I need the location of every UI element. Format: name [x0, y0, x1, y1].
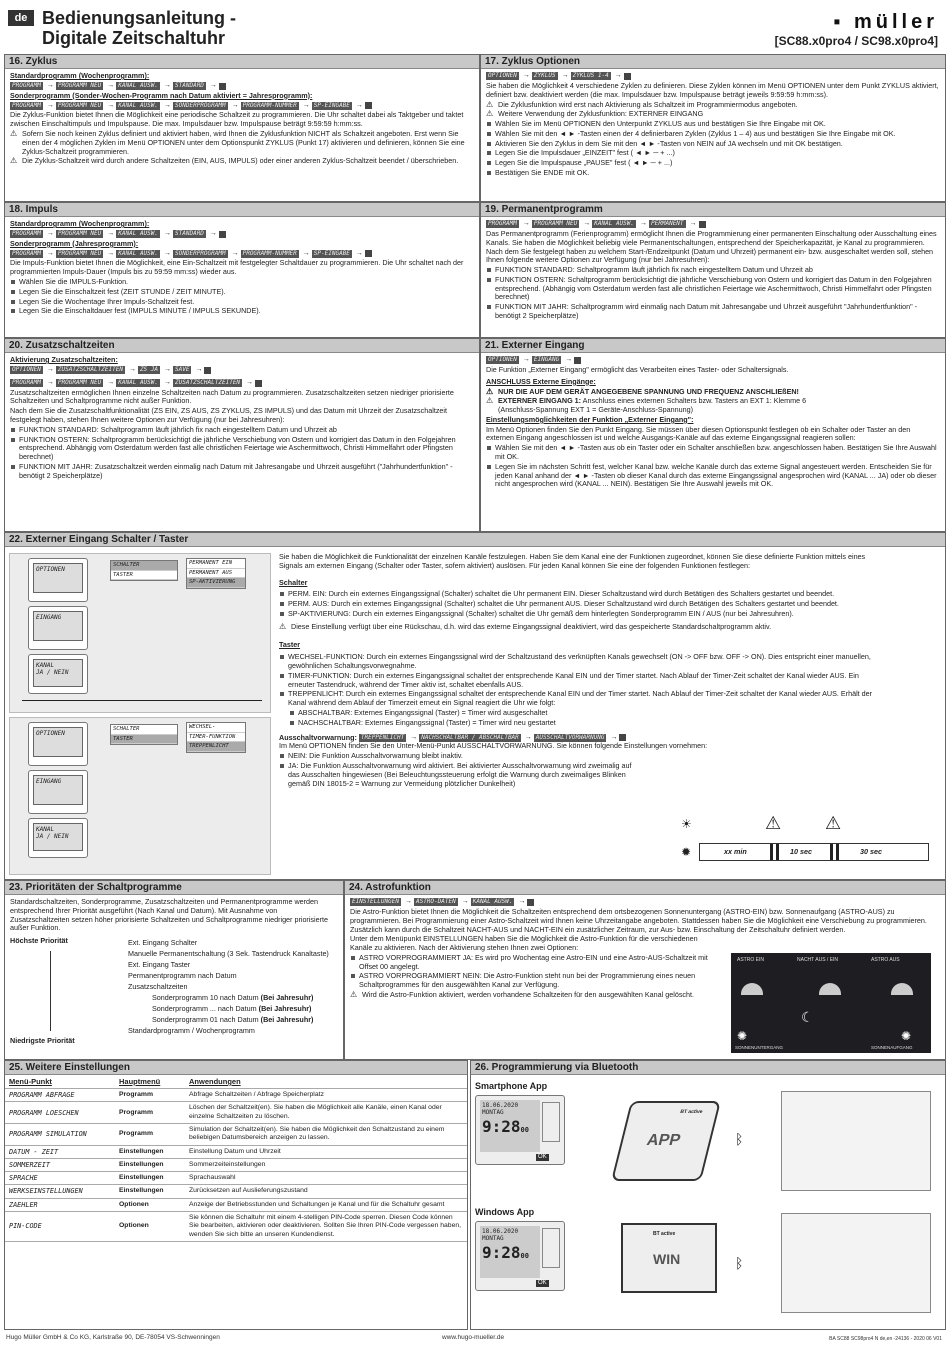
list-item: Wählen Sie mit den ◄ ► -Tasten aus ob ein Taster oder ein Schalter anschließen bzw. angeschlossen haben. Bestätigen Sie Ihre Auswahl mit OK. — [486, 444, 940, 462]
arrow-right-icon: → — [107, 229, 115, 237]
table-row: ZAEHLER Optionen Anzeige der Betriebsstunden und Schaltungen je Kanal und für die Schaltuhr gesamt — [5, 1198, 467, 1211]
arrow-right-icon: → — [302, 249, 310, 257]
menu-step: PROGRAMM-NUMMER — [242, 101, 297, 109]
arrow-right-icon: → — [107, 81, 115, 89]
arrow-right-icon: → — [246, 378, 254, 386]
arrow-right-icon: → — [355, 249, 363, 257]
list-item: Legen Sie die Impulsdauer „EINZEIT" fest ( ◄ ► ─ + ...) — [486, 149, 940, 158]
device-display: EINGANG — [28, 770, 88, 814]
arrow-right-icon: → — [565, 356, 573, 363]
menu-step: ZS JA — [139, 366, 158, 374]
arrow-right-icon: → — [640, 220, 648, 227]
warning: ⚠ Weitere Verwendung der Zyklusfunktion: EXTERNER EINGANG — [486, 110, 940, 119]
footer-docref: BA SC88 SC98pro4 N de,en -24136 - 2020 06 V01 — [829, 1335, 942, 1342]
arrow-right-icon: → — [518, 898, 526, 905]
seq — [10, 102, 474, 111]
menu-step: PROGRAMM — [12, 230, 41, 238]
menu-step: KANAL AUSW. — [472, 898, 513, 906]
arrow-right-icon: → — [128, 365, 136, 373]
section-title: 20. Zusatzschaltzeiten — [5, 339, 479, 353]
bluetooth-icon: ᛒ — [735, 1131, 744, 1147]
list-item: Legen Sie im nächsten Schritt fest, welcher Kanal bzw. welche Kanäle durch das externe Signal angesteuert werden. Entscheiden Sie für jeden Kanal anhand der ◄ ► -Tasten ob dieser Kanal durch das externe Eingangssignal angesprochen wird (KANAL ... JA) oder ob dieser nicht angesprochen wird (KANAL ... NEIN). Bestätigen Sie Ihre Auswahl jeweils mit OK. — [486, 463, 940, 489]
arrow-right-icon: → — [164, 365, 171, 373]
device-display: KANAL JA / NEIN — [28, 818, 88, 858]
menu-step: OPTIONEN — [488, 72, 517, 80]
table-row: WERKSEINSTELLUNGEN Einstellungen Zurücksetzen auf Auslieferungszustand — [5, 1185, 467, 1198]
menu-step: PROGRAMM NEU — [57, 101, 102, 109]
arrow-right-icon: → — [164, 81, 172, 89]
menu-step: PERMANENT — [651, 220, 684, 228]
priority-low: Niedrigste Priorität — [10, 1036, 75, 1046]
bullet-list — [486, 266, 940, 321]
ok-key-icon — [619, 734, 626, 741]
menu-step: PROGRAMM — [488, 220, 517, 228]
section-23 — [4, 880, 344, 1060]
menu-step: ASTRO-DATEN — [415, 898, 456, 906]
table-row: PROGRAMM SIMULATION Programm Simulation der Schaltzeit(en). Sie haben die Möglichkeit den Schaltzustand zu einem beliebigen Datumsbereich anzeigen zu lassen. — [5, 1123, 467, 1145]
arrow-right-icon: → — [195, 365, 203, 373]
list-item: FUNKTION STANDARD: Schaltprogramm läuft jährlich fix nach eingestelltem Datum und Uhrzeit ab — [486, 266, 940, 275]
list-item: ASTRO VORPROGRAMMIERT JA: Es wird pro Wochentag eine Astro-EIN und eine Astro-AUS-Schaltzeit mit Offset 00 angelegt. — [350, 954, 720, 972]
menu-step: SP-EINGABE — [313, 101, 350, 109]
menu-step: PROGRAMM NEU — [57, 230, 102, 238]
bullet-list — [486, 120, 940, 178]
section-title: 23. Prioritäten der Schaltprogramme — [5, 881, 343, 895]
table-row: PROGRAMM LOESCHEN Programm Löschen der Schaltzeit(en). Sie haben die Möglichkeit alle Kanäle, einen Kanal oder einzelne Schaltzeiten zu löschen. — [5, 1102, 467, 1124]
arrow-right-icon: → — [614, 72, 622, 79]
priority-list: Ext. Eingang Schalter Manuelle Permanentschaltung (3 Sek. Tastendruck Kanaltaste) Ext. Eingang Taster Permanentprogramm nach Datum Zusatzschaltzeiten Sonderprogramm 10 nach Datum (Bei Jahresuhr) Sonderprogramm ... nach Datum (Bei Jahresuhr) Sonderprogramm 01 nach Datum (Bei Jahresuhr) Standardprogramm / Wochenprogramm — [128, 938, 329, 1036]
ok-key-icon — [365, 250, 372, 257]
arrow-right-icon: → — [164, 378, 172, 386]
menu-step: PROGRAMM NEU — [57, 379, 102, 386]
table-row: SPRACHE Einstellungen Sprachauswahl — [5, 1172, 467, 1185]
list-item: Wählen Sie mit den ◄ ► -Tasten einen der 4 definierbaren Zyklen (Zyklus 1 – 4) aus und bestätigen Sie Ihre Eingabe mit OK. — [486, 130, 940, 139]
menu-step: PROGRAMM — [12, 379, 41, 386]
menu-step: PROGRAMM — [12, 101, 41, 109]
label: Standardprogramm (Wochenprogramm): — [10, 219, 150, 228]
arrow-right-icon: → — [46, 249, 54, 257]
menu-step: KANAL AUSW. — [118, 82, 159, 90]
lamp-icon — [741, 983, 763, 995]
arrow-right-icon: → — [164, 101, 172, 109]
list-item: Aktivieren Sie den Zyklus in dem Sie mit den ◄ ► -Tasten von NEIN auf JA wechseln und mit OK bestätigen. — [486, 140, 940, 149]
language-badge: de — [8, 10, 34, 26]
arrow-right-icon: → — [610, 733, 618, 741]
paragraph: Im Menü Optionen finden Sie den Punkt Eingang. Sie müssen über diesen Optionspunkt festlegen ob ein Schalter oder Taster an den externen Eingang angeschlossen ist und welche Ausgangs-Kanäle auf das externe Eingangssignal reagieren sollen: — [486, 424, 911, 443]
warning: ⚠ Wird die Astro-Funktion aktiviert, werden vorhandene Schaltzeiten für den ausgewählten Kanal gelöscht. — [350, 991, 720, 1000]
list-item: ASTRO VORPROGRAMMIERT NEIN: Die Astro-Funktion steht nun bei der Programmierung eines neuen Schaltprogrammes für den ausgewählten Kanal zur Verfügung. — [350, 972, 720, 990]
arrow-right-icon: → — [46, 378, 54, 386]
list-item: JA: Die Funktion Ausschaltvorwarnung wird aktiviert. Bei aktivierter Ausschaltvorwarnung wird zweimalig auf das Ausschalten hingewiesen (Bei Beleuchtungssteuerung erfolgt die Warnung durch zweimaliges Blinken gemäß DIN 18015-2 = Warnung zur Vermeidung plötzlicher Dunkelheit) — [279, 762, 639, 788]
table-row: DATUM - ZEIT Einstellungen Einstellung Datum und Uhrzeit — [5, 1145, 467, 1158]
menu-step: EINGANG — [533, 356, 560, 364]
section-title: 19. Permanentprogramm — [481, 203, 945, 217]
list-item: PERM. EIN: Durch ein externes Eingangssignal (Schalter) schaltet die Uhr permanent EIN. Dieser Schaltzustand wird durch Betätigen des Schalters gestartet und beendet. — [279, 590, 879, 599]
menu-step: ZYKLUS 1-4 — [572, 72, 609, 80]
seq — [10, 379, 474, 388]
timer-display: 18.06.2020 MONTAG 9:2800 OK — [475, 1221, 565, 1291]
warning: ⚠ Die Zyklusfunktion wird erst nach Aktivierung als Schaltzeit im Programmiermodus angeboten. — [486, 101, 940, 110]
section-title: 26. Programmierung via Bluetooth — [471, 1061, 945, 1075]
page-title: Bedienungsanleitung - Digitale Zeitschaltuhr — [42, 8, 237, 48]
device-display: OPTIONEN — [28, 558, 88, 602]
menu-step: SAVE — [175, 366, 190, 374]
section-19 — [480, 202, 946, 338]
menu-step: ZYKLUS — [533, 72, 556, 80]
bullet-list — [10, 278, 474, 316]
settings-table: Menü-Punkt Hauptmenü Anwendungen PROGRAMM ABFRAGE Programm Abfrage Schaltzeiten / Abfrage Speicherplatz PROGRAMM LOESCHEN Programm Löschen der Schaltzeit(en). Sie haben die Möglichkeit alle Kanäle, einen Kanal oder einzelne Schaltzeiten zu löschen. PROGRAMM SIMULATION Programm Simulation der Schaltzeit(en). Sie haben die Möglichkeit den Schaltzustand zu einem beliebigen Datumsbereich anzeigen zu lassen. DATUM - ZEIT Einstellungen Einstellung Datum und Uhrzeit SOMMERZEIT Einstellungen Sommerzeiteinstellungen SPRACHE Einstellungen Sprachauswahl WERKSEINSTELLUNGEN Einstellungen Zurücksetzen auf Auslieferungszustand ZAEHLER Optionen Anzeige der Betriebsstunden und Schaltungen je Kanal und für die Schaltuhr gesamt PIN-CODE Optionen Sie können die Schaltuhr mit einem 4-stelligen PIN-Code sperren. Diesen Code können Sie bearbeiten, aktivieren oder deaktivieren. Sollten Sie Ihren PIN-Code vergessen haben, wenden Sie sich bitte an unseren Kundendienst. — [5, 1075, 467, 1242]
label: Windows App — [475, 1207, 535, 1217]
bullet-list — [279, 752, 639, 788]
arrow-right-icon: → — [461, 898, 469, 905]
timer-device — [781, 1213, 931, 1313]
list-item: Legen Sie die Einschaltdauer fest (IMPULS MINUTE / IMPULS SEKUNDE). — [10, 307, 474, 316]
list-item: Legen Sie die Impulspause „PAUSE" fest ( ◄ ► ─ + ...) — [486, 159, 940, 168]
list-item: TREPPENLICHT: Durch ein externes Eingangssignal schaltet der entsprechende Kanal EIN und der Timer startet. Nach Ablauf der Timer-Zeit schaltet der Kanal wieder AUS. Erhält der Kanal während dem Ablauf der Timerzeit erneut ein Signal reagiert die Uhr wie folgt: — [279, 690, 879, 708]
menu-step: SP-EINGABE — [313, 249, 350, 257]
list-item: Legen Sie die Wochentage Ihrer Impuls-Schaltzeit fest. — [10, 298, 474, 307]
ok-button[interactable]: OK — [538, 1154, 547, 1160]
arrow-right-icon: → — [404, 898, 412, 905]
section-16 — [4, 54, 480, 202]
device-display: OPTIONEN — [28, 722, 88, 766]
menu-list: SCHALTER TASTER — [110, 724, 178, 745]
menu-step: PROGRAMM — [12, 249, 41, 257]
ok-key-icon — [574, 357, 581, 364]
seq — [10, 82, 474, 91]
arrow-right-icon: → — [46, 81, 54, 89]
section-26 — [470, 1060, 946, 1330]
bullet-list — [486, 444, 940, 489]
menu-step: OPTIONEN — [12, 366, 41, 374]
footer-url[interactable]: www.hugo-mueller.de — [442, 1334, 505, 1342]
list-item: TIMER-FUNKTION: Durch ein externes Eingangssignal schaltet der entsprechende Kanal EIN und der Timer startet. Nach Ablauf der Timer-Zeit schaltet der Kanal wieder AUS. Ein erneuter Tastendruck, während der Timer aktiv ist, schaltet ebenfalls AUS. — [279, 672, 879, 690]
bullet-list — [10, 426, 474, 481]
section-18 — [4, 202, 480, 338]
section-25 — [4, 1060, 468, 1330]
menu-step: SONDERPROGRAMM — [175, 249, 226, 257]
table-row: PROGRAMM ABFRAGE Programm Abfrage Schaltzeiten / Abfrage Speicherplatz — [5, 1089, 467, 1102]
label: Sonderprogramm (Jahresprogramm): — [10, 238, 139, 248]
section-title: 17. Zyklus Optionen — [481, 55, 945, 69]
arrow-right-icon: → — [689, 220, 697, 227]
seq — [486, 72, 940, 81]
warning-icon: ⚠ — [765, 813, 782, 833]
sun-icon: ✺ — [737, 1029, 748, 1043]
label: Standardprogramm (Wochenprogramm): — [10, 71, 150, 80]
table-row: PIN-CODE Optionen Sie können die Schaltuhr mit einem 4-stelligen PIN-Code sperren. Diesen Code können Sie bearbeiten, aktivieren oder deaktivieren. Sollten Sie Ihren PIN-Code vergessen haben, wenden Sie sich bitte an unseren Kundendienst. — [5, 1211, 467, 1241]
lamp-icon — [891, 983, 913, 995]
list-item: FUNKTION MIT JAHR: Zusatzschaltzeit werden einmalig nach Datum mit Jahresangabe und Uhrzeit ausgeführt ("Jahrhundertfunktion" - benötigt 2 Speicherplätze) — [10, 463, 474, 481]
device-display: EINGANG — [28, 606, 88, 650]
label: ANSCHLUSS Externe Eingänge: — [486, 376, 596, 386]
label: Schalter — [279, 577, 308, 587]
menu-step: KANAL AUSW. — [118, 230, 159, 238]
section-title: 16. Zyklus — [5, 55, 479, 69]
arrow-right-icon: → — [107, 249, 115, 257]
menu-list: SCHALTER TASTER — [110, 560, 178, 581]
menu-step: SONDERPROGRAMM — [175, 101, 226, 109]
arrow-right-icon: → — [410, 733, 418, 741]
label: Sonderprogramm (Sonder-Wochen-Programm nach Datum aktiviert = Jahresprogramm): — [10, 90, 313, 100]
menu-step: ZUSATZSCHALTZEITEN — [57, 366, 123, 374]
arrow-right-icon: → — [583, 220, 591, 227]
warning-icon: ⚠ — [825, 813, 842, 833]
arrow-right-icon: → — [522, 220, 530, 227]
arrow-right-icon: → — [231, 101, 239, 109]
device-display: KANAL JA / NEIN — [28, 654, 88, 694]
menu-step: PROGRAMM NEU — [57, 249, 102, 257]
arrow-right-icon: → — [355, 101, 363, 109]
timer-device — [781, 1091, 931, 1191]
section-title: 18. Impuls — [5, 203, 479, 217]
list-item: FUNKTION STANDARD: Schaltprogramm läuft jährlich fix nach eingestelltem Datum und Uhrzeit ab — [10, 426, 474, 435]
ok-key-icon — [365, 102, 372, 109]
menu-step: PROGRAMM-NUMMER — [242, 249, 297, 257]
menu-step: PROGRAMM — [12, 82, 41, 90]
menu-step: KANAL AUSW. — [118, 249, 159, 257]
section-20 — [4, 338, 480, 532]
section-title: 24. Astrofunktion — [345, 881, 945, 895]
label: Taster — [279, 640, 301, 650]
section-22 — [4, 532, 946, 880]
moon-icon: ☾ — [801, 1009, 814, 1025]
bullet-list — [350, 954, 720, 990]
label: Einstellungsmöglichkeiten der Funktion „Externer Eingang": — [486, 414, 694, 424]
menu-list: PERMANENT EIN PERMANENT AUS SP-AKTIVIERUNG — [186, 558, 246, 589]
lamp-icon — [819, 983, 841, 995]
menu-step: ZUSATZSCHALTZEITEN — [175, 379, 241, 386]
warning: ⚠ Sofern Sie noch keinen Zyklus definiert und aktiviert haben, wird Ihnen die Zyklusfunktion NICHT als Schaltzeit angeboten. Erst wenn Sie einen der 4 möglichen Zyklen im Menü OPTIONEN unter dem Optionspunkt ZYKLUS (Punkt 17) aktivieren und definieren, können Sie eine Zyklus-Schaltzeit programmieren. — [10, 130, 474, 156]
arrow-line — [22, 700, 262, 701]
ok-key-icon — [219, 231, 226, 238]
menu-step: AUSSCHALTVORWARNUNG — [535, 733, 605, 741]
ok-key-icon — [527, 899, 534, 906]
paragraph: Im Menü OPTIONEN finden Sie den Unter-Menü-Punkt AUSSCHALTVORWARNUNG. Sie können folgende Einstellungen vornehmen: — [279, 741, 708, 751]
arrow-right-icon: → — [46, 365, 54, 373]
ok-key-icon — [204, 367, 211, 374]
list-item: PERM. AUS: Durch ein externes Eingangssignal (Schalter) schaltet die Uhr permanent AUS. Dieser Schaltzustand wird durch Betätigen des Schalters gestartet und beendet. — [279, 600, 879, 609]
arrow-right-icon: → — [302, 101, 310, 109]
arrow-right-icon: → — [231, 249, 239, 257]
menu-step: STANDARD — [175, 230, 204, 238]
astro-figure: ASTRO EIN NACHT AUS / EIN ASTRO AUS ☾ ✺ ✺ SONNENUNTERGANG SONNENAUFGANG — [731, 953, 931, 1053]
warning: ⚠ Diese Einstellung verfügt über eine Rückschau, d.h. wird das externe Eingangssignal deaktiviert, wird das gespeicherte Standardschaltprogramm aktiv. — [279, 623, 879, 632]
warning: ⚠ EXTERNER EINGANG 1: Anschluss eines externen Schalters bzw. Tasters an EXT 1: Klemme 6 (Anschluss-Spannung EXT 1 = Geräte-Anschluss-Spannung) — [486, 397, 940, 415]
arrow-right-icon: → — [46, 229, 54, 237]
ok-key-icon — [699, 221, 706, 228]
arrow-right-icon: → — [209, 81, 217, 89]
ok-key-icon — [624, 73, 631, 80]
label: Ausschaltvorwarnung: TREPPENLICHT → NACHSCHALTBAR / ABSCHALTBAR → AUSSCHALTVORWARNUNG → — [279, 734, 879, 743]
section-title: 21. Externer Eingang — [481, 339, 945, 353]
list-item: FUNKTION OSTERN: Schaltprogramm berücksichtigt die jährliche Verschiebung von Ostern und korrigiert das Datum in den Folgejahren entsprechend. (Abhängig vom Osterdatum werden fast alle christlichen Feiertage wie Aschermittwoch, Christi Himmelfahrt oder Pfingsten berechnet) — [486, 276, 940, 302]
arrow-right-icon: → — [164, 229, 172, 237]
paragraph: Die Zyklus-Funktion bietet Ihnen die Möglichkeit eine periodische Schaltzeit zu programmieren. Die Uhr schaltet dabei als Taktgeber und taktet zwischen Einschaltimpuls und Impulspause. Die max. Impulsdauer bzw. Impulspause beträgt 9:59:59 h:mm:ss. — [10, 110, 464, 129]
list-item: Wählen Sie die IMPULS-Funktion. — [10, 278, 474, 287]
menu-step: PROGRAMM NEU — [533, 220, 578, 228]
warning-timeline — [681, 809, 931, 869]
figure-taster — [9, 717, 271, 875]
list-item: NACHSCHALTBAR: Externes Eingangssignal (Taster) = Timer wird neu gestartet — [289, 719, 879, 728]
brand-logo: ▪ müller — [833, 11, 938, 33]
model-number: [SC88.x0pro4 / SC98.x0pro4] — [774, 34, 938, 48]
arrow-right-icon: → — [107, 101, 115, 109]
list-item: Wählen Sie im Menü OPTIONEN den Unterpunkt ZYKLUS aus und bestätigen Sie Ihre Eingabe mit OK. — [486, 120, 940, 129]
section-21 — [480, 338, 946, 532]
bluetooth-icon: ᛒ — [735, 1255, 744, 1271]
list-item: FUNKTION OSTERN: Schaltprogramm berücksichtigt die jährliche Verschiebung von Ostern und korrigiert das Datum in den Folgejahren entsprechend. Abhängig vom Osterdatum werden fast alle christlichen Feiertage wie Aschermittwoch, Christi Himmelfahrt oder Pfingsten berechnet) — [10, 436, 474, 462]
menu-step: KANAL AUSW. — [594, 220, 635, 228]
bullet-list — [289, 709, 879, 728]
ok-button[interactable]: OK — [538, 1280, 547, 1286]
list-item: WECHSEL-FUNKTION: Durch ein externes Eingangssignal wird der Schaltzustand des verknüpften Kanals gewechselt (ON -> OFF bzw. OFF -> ON). Dies entspricht einer manuellen, gewöhnlichen Schaltungsvorwegnahme. — [279, 653, 879, 671]
menu-step: STANDARD — [175, 82, 204, 90]
menu-step: OPTIONEN — [488, 356, 517, 364]
paragraph: Sie haben die Möglichkeit die Funktionalität der einzelnen Kanäle festzulegen. Haben Sie dem Kanal eine der Funktionen zugeordnet, können Sie diese definierte Funktion mittels eines Signals am externen Eingang (Schalter oder Taster, sofern aktiviert) auslösen. Für jeden Kanal können Sie eine der folgenden Funktionen festlegen: — [279, 552, 866, 570]
priority-high: Höchste Priorität — [10, 936, 68, 946]
paragraph: Die Astro-Funktion bietet Ihnen die Möglichkeit die Schaltzeiten entsprechend dem ortsbezogenen Sonnenuntergang (ASTRO-EIN) bzw. Sonnenaufgang (ASTRO-AUS) zu programmieren. Bei Programmierung einer Astro-Schaltzeit wird Ihnen keine Uhrzeitangabe angeboten. Stattdessen haben Sie die Möglichkeit eine Verschiebung zu programmieren. Zusätzlich kann durch die Schaltzeit NACHT-AUS und NACHT-EIN ein zusätzlicher Zeitraum, zur Aus- bzw. Einschaltung der Zeitschaltuhr definiert werden. — [350, 906, 927, 934]
sun-icon: ✺ — [901, 1029, 912, 1043]
menu-step: KANAL AUSW. — [118, 379, 159, 386]
seq — [350, 898, 940, 907]
paragraph: Unter dem Menüpunkt EINSTELLUNGEN haben Sie die Möglichkeit die Astro-Funktion für die verschiedenen Kanäle zu aktivieren. Nach der Aktivierung stehen Ihnen zwei Optionen: — [350, 934, 698, 953]
warning: ⚠ Die Zyklus-Schaltzeit wird durch andere Schaltzeiten (EIN, AUS, IMPULS) oder einer anderen Zyklus-Schaltzeit beendet / überschrieben. — [10, 157, 474, 166]
laptop: WIN BT active — [621, 1223, 717, 1293]
menu-step: NACHSCHALTBAR / ABSCHALTBAR — [421, 733, 519, 741]
list-item: ABSCHALTBAR: Externes Eingangssignal (Taster) = Timer wird ausgeschaltet — [289, 709, 879, 718]
priority-arrow — [50, 951, 51, 1031]
paragraph: Das Permanentprogramm (Ferienprogramm) ermöglicht Ihnen die Programmierung einer permanenten Einschaltung oder Ausschaltung eines Kanals. Sie haben die Möglichkeit beliebig viele Permanentschaltungen, entsprechend der Speicherkapazität, je Kanal zu programmieren. Nach dem Sie festgelegt haben zu welchem Start-/Endzeitpunkt (Datum und Uhrzeit) permanent ein- bzw. ausgeschaltet werden soll, stehen Ihnen folgende weitere Optionen zur Verfügung (nur bei Jahresuhren): — [486, 228, 937, 265]
list-item: Legen Sie die Einschaltzeit fest (ZEIT STUNDE / ZEIT MINUTE). — [10, 288, 474, 297]
section-title: 25. Weitere Einstellungen — [5, 1061, 467, 1075]
smartphone: APP BT active — [611, 1101, 721, 1181]
label: Aktivierung Zusatzschaltzeiten: — [10, 355, 118, 364]
timeline-bar: xx min 10 sec 30 sec — [699, 843, 929, 861]
seq — [486, 220, 940, 229]
menu-step: EINSTELLUNGEN — [352, 898, 399, 906]
figure-schalter — [9, 553, 271, 713]
seq — [486, 356, 940, 365]
paragraph: Sie haben die Möglichkeit 4 verschiedene Zyklen zu definieren. Diese Zyklen können im Menü OPTIONEN unter dem Punkt ZYKLUS aktiviert, definiert bzw. deaktiviert werden (die max. Impulsdauer bzw. Impulspause beträgt jeweils 9:59:59 h:mm:ss). — [486, 80, 939, 99]
arrow-right-icon: → — [46, 101, 54, 109]
section-17 — [480, 54, 946, 202]
table-row: SOMMERZEIT Einstellungen Sommerzeiteinstellungen — [5, 1158, 467, 1171]
bullet-list — [279, 590, 879, 618]
light-on-icon: ☀ — [681, 817, 692, 831]
paragraph: Nach dem Sie die Zusatzschaltfunktionalität (ZS EIN, ZS AUS, ZS ZYKLUS, ZS IMPULS) und das Datum mit Uhrzeit der Zusatzschaltzeit festgelegt haben, stehen Ihnen weitere Optionen zur Verfügung (nur bei Jahresuhren): — [10, 406, 447, 425]
arrow-right-icon: → — [522, 356, 530, 363]
seq — [10, 230, 474, 239]
arrow-right-icon: → — [524, 733, 532, 741]
arrow-right-icon: → — [522, 72, 530, 79]
arrow-right-icon: → — [561, 72, 569, 79]
list-item: Bestätigen Sie ENDE mit OK. — [486, 169, 940, 178]
label: Smartphone App — [475, 1081, 548, 1091]
footer-address: Hugo Müller GmbH & Co KG, Karlstraße 90, DE-78054 VS-Schwenningen — [6, 1334, 220, 1342]
section-title: 22. Externer Eingang Schalter / Taster — [5, 533, 945, 547]
menu-list: WECHSEL- TIMER-FUNKTION TREPPENLICHT — [186, 722, 246, 753]
ok-key-icon — [255, 380, 262, 387]
light-off-icon: ✹ — [681, 845, 692, 859]
arrow-right-icon: → — [107, 378, 115, 386]
section-24 — [344, 880, 946, 1060]
seq — [10, 250, 474, 259]
paragraph: Zusatzschaltzeiten ermöglichen Ihnen einzelne Schaltzeiten nach Datum zu programmieren. Zusatzschaltzeiten setzen niedriger priorisierte Schaltzeiten und Schaltprogramme nicht außer Funktion. — [10, 387, 454, 406]
timer-display: 18.06.2020 MONTAG 9:2800 OK — [475, 1095, 565, 1165]
list-item: NEIN: Die Funktion Ausschaltvorwarnung bleibt inaktiv. — [279, 752, 639, 761]
warning: ⚠ NUR DIE AUF DEM GERÄT ANGEGEBENE SPANNUNG UND FREQUENZ ANSCHLIEßEN! — [486, 388, 940, 397]
bullet-list — [279, 653, 879, 708]
ok-key-icon — [219, 83, 226, 90]
paragraph: Die Impuls-Funktion bietet Ihnen die Möglichkeit, eine Ein-Schaltzeit mit festgelegter Schaltdauer zu programmieren. Die Uhr schaltet nach der programmierten Impuls-Dauer (Impuls bis zu 59:59 mm:ss) wieder aus. — [10, 258, 464, 277]
section-22-text — [279, 553, 879, 789]
paragraph: Standardschaltzeiten, Sonderprogramme, Zusatzschaltzeiten und Permanentprogramme werden entsprechend Ihrer Priorität ausgeführt (Nach Kanal und Datum). Mit Ausnahme von Zusatzschaltzeiten setzen höher priorisierte Schaltzeiten und Schaltprogramme niedriger priorisierte außer Funktion. — [10, 897, 329, 933]
seq — [10, 366, 474, 375]
menu-step: PROGRAMM NEU — [57, 82, 102, 90]
menu-step: TREPPENLICHT — [360, 733, 405, 741]
list-item: SP-AKTIVIERUNG: Durch ein externes Eingangssignal (Schalter) schaltet die Uhr gemäß dem hinterlegten Sonderprogramm EIN / AUS (nur bei Jahresuhren). — [279, 610, 879, 619]
list-item: FUNKTION MIT JAHR: Schaltprogramm wird einmalig nach Datum mit Jahresangabe und Uhrzeit ausgeführt "Jahrhundertfunktion" - benötigt 2 Speicherplätze) — [486, 303, 940, 321]
arrow-right-icon: → — [164, 249, 172, 257]
paragraph: Die Funktion „Externer Eingang" ermöglicht das Verarbeiten eines Taster- oder Schaltersignals. — [486, 364, 789, 374]
menu-step: KANAL AUSW. — [118, 101, 159, 109]
arrow-right-icon: → — [209, 229, 217, 237]
